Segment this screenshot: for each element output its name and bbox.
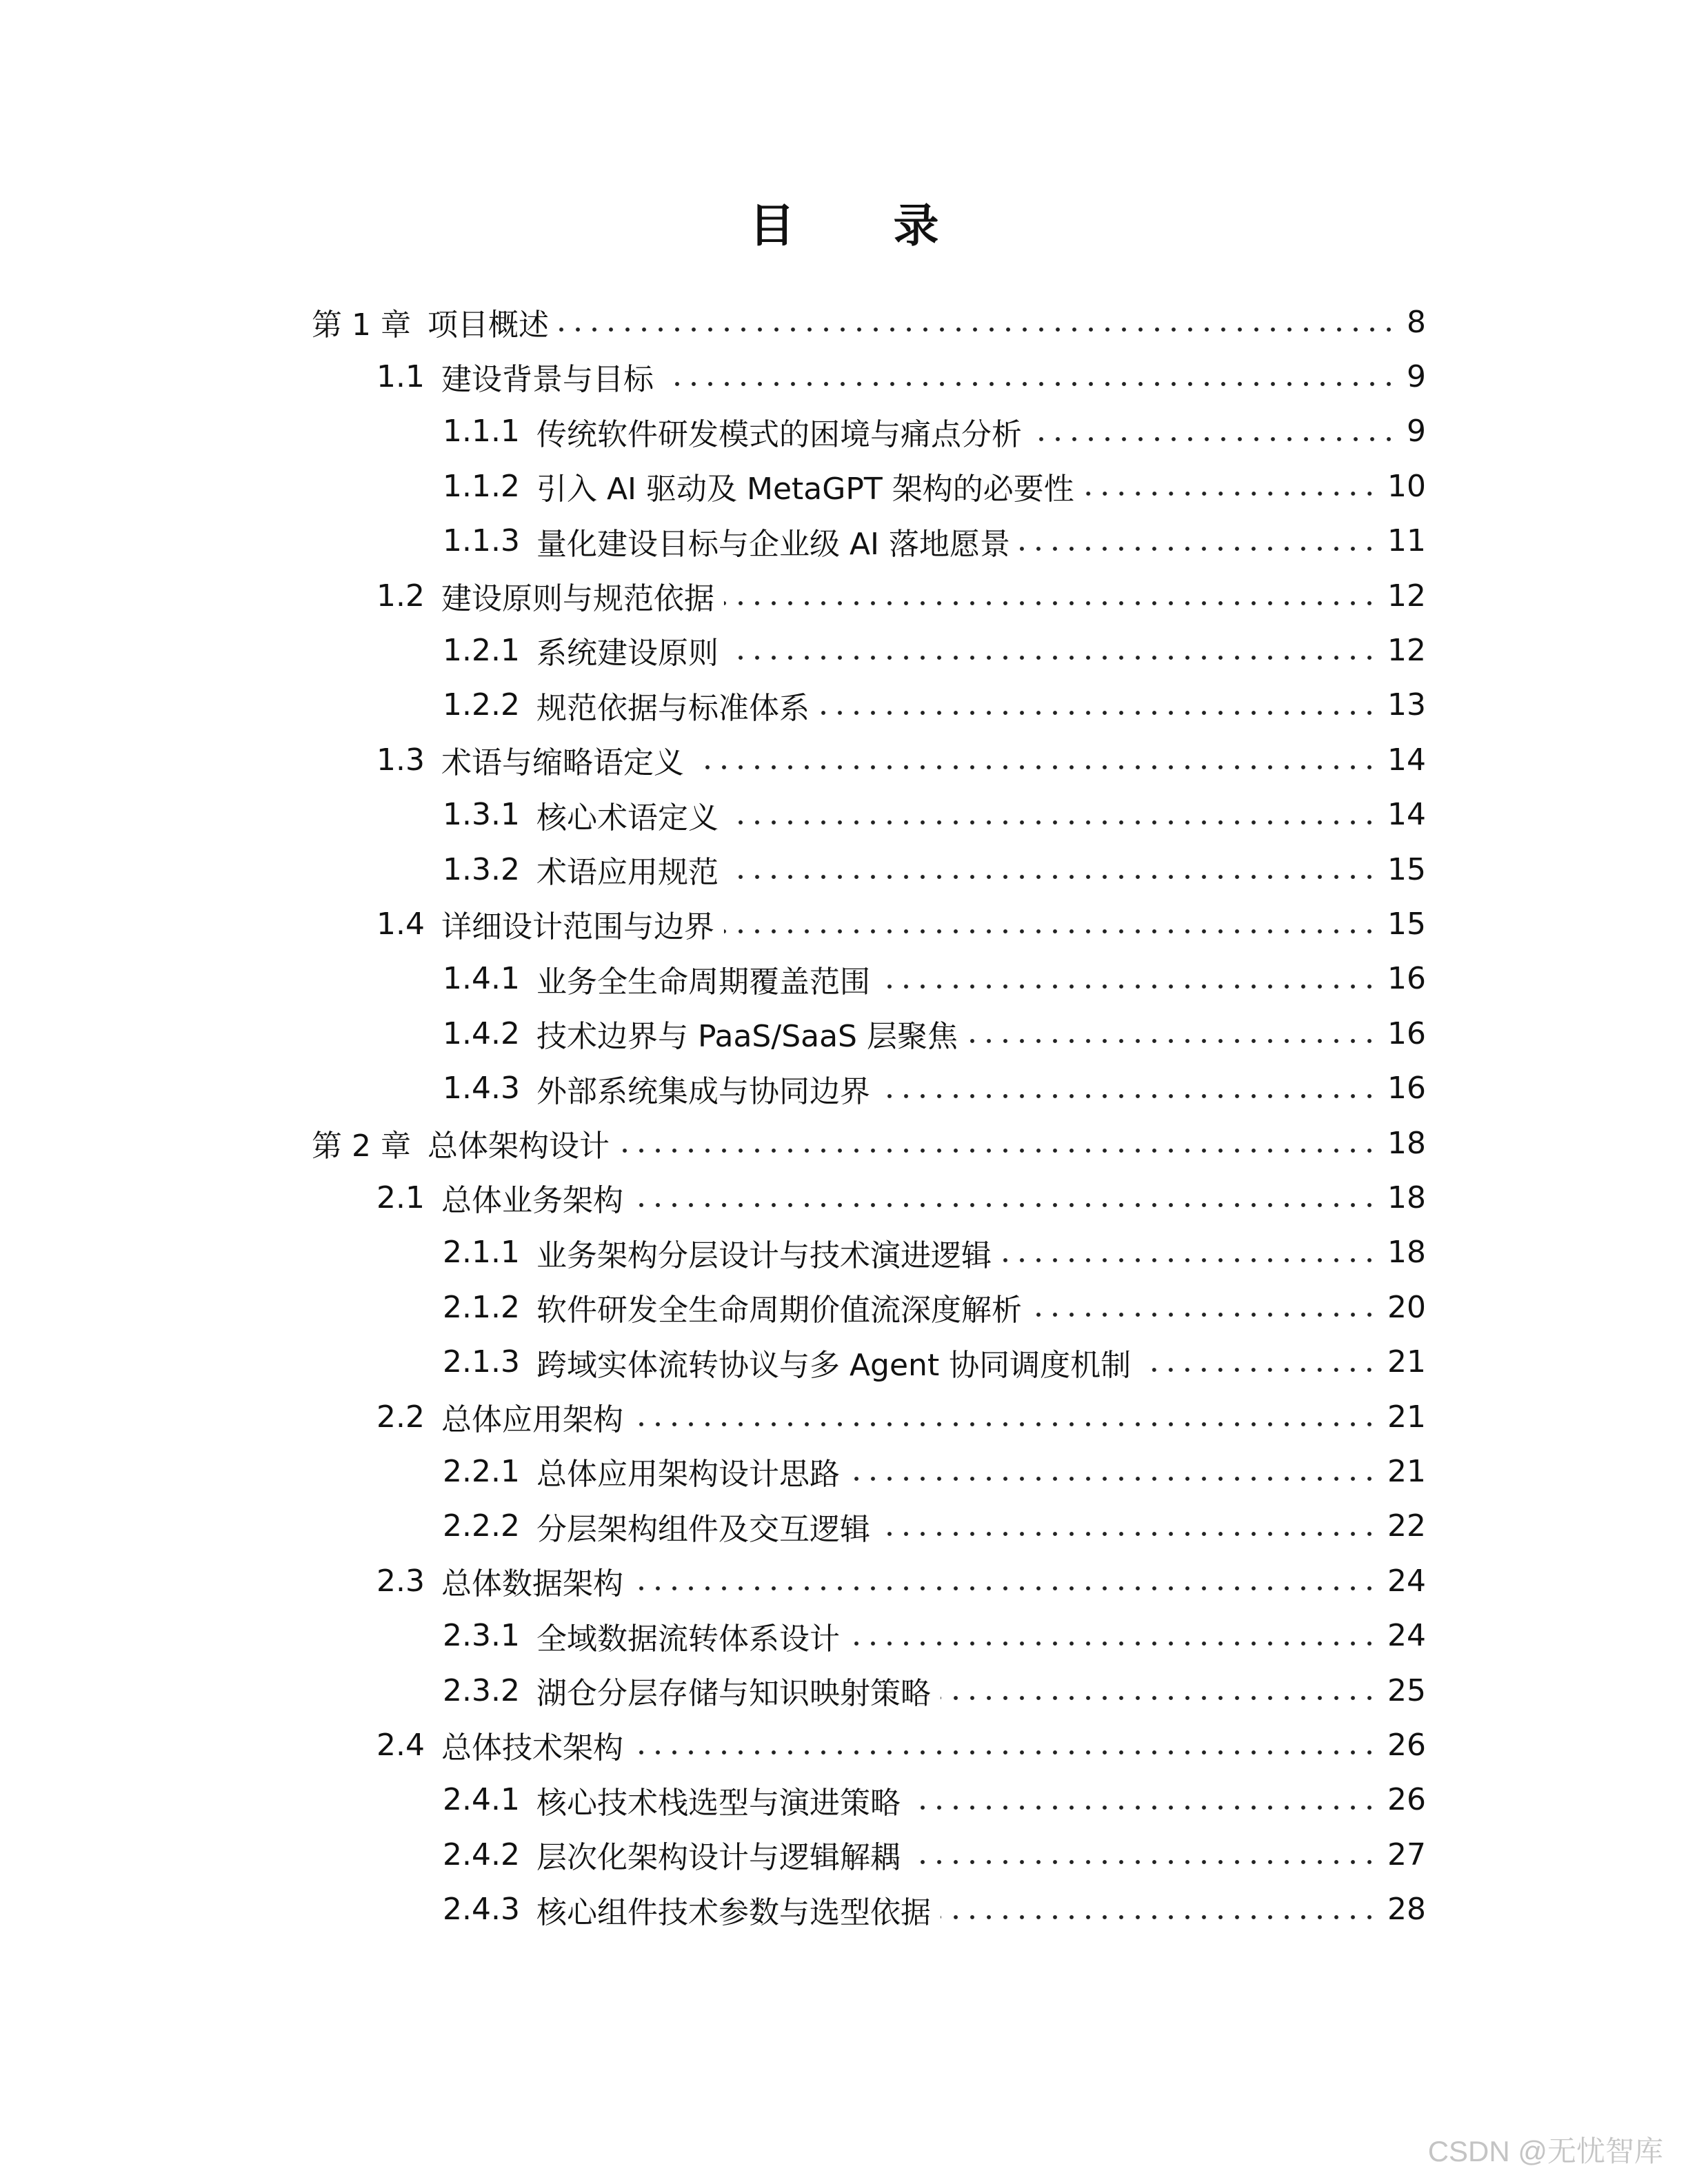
toc-dot-leader <box>910 1859 1378 1865</box>
toc-entry-title: 术语与缩略语定义 <box>441 745 684 781</box>
toc-entry[interactable] <box>443 842 1426 897</box>
toc-entry-page-number: 21 <box>1387 1344 1426 1380</box>
toc-entry-number: 1.1.3 <box>443 523 520 559</box>
toc-dot-leader <box>967 1038 1378 1044</box>
toc-dot-leader <box>559 327 1397 332</box>
toc-entry-title: 引入 AI 驱动及 MetaGPT 架构的必要性 <box>536 472 1074 507</box>
toc-entry-page-number: 21 <box>1387 1453 1426 1489</box>
toc-entry[interactable] <box>443 1335 1426 1390</box>
toc-entry-page-number: 16 <box>1387 1071 1426 1106</box>
toc-entry[interactable] <box>443 1280 1426 1335</box>
toc-entry-page-number: 28 <box>1387 1892 1426 1928</box>
toc-entry-number: 1.4.2 <box>443 1015 520 1051</box>
toc-entry-title: 总体业务架构 <box>441 1183 623 1219</box>
toc-entry[interactable] <box>376 1170 1426 1225</box>
toc-entry-title: 业务全生命周期覆盖范围 <box>536 964 870 1000</box>
toc-entry-title: 层次化架构设计与逻辑解耦 <box>536 1840 901 1876</box>
toc-entry-page-number: 8 <box>1407 304 1426 340</box>
toc-entry-page-number: 9 <box>1407 358 1426 394</box>
toc-entry-number: 2.2.2 <box>443 1508 520 1544</box>
toc-entry-page-number: 26 <box>1387 1782 1426 1818</box>
toc-entry-title: 建设背景与目标 <box>441 362 654 398</box>
toc-entry-title: 总体架构设计 <box>427 1129 610 1164</box>
toc-entry-page-number: 13 <box>1387 687 1426 723</box>
toc-entry-page-number: 25 <box>1387 1672 1426 1708</box>
toc-entry-page-number: 24 <box>1387 1618 1426 1654</box>
toc-dot-leader <box>694 765 1378 770</box>
toc-entry-number: 1.4.3 <box>443 1071 520 1106</box>
toc-entry-title: 量化建设目标与企业级 AI 落地愿景 <box>536 526 1011 562</box>
toc-dot-leader <box>633 1750 1378 1755</box>
toc-entry-number: 2.4 <box>376 1727 425 1763</box>
toc-entry[interactable] <box>443 951 1426 1007</box>
toc-entry-number: 第 2 章 <box>312 1129 411 1164</box>
toc-entry-page-number: 27 <box>1387 1837 1426 1872</box>
toc-entry-number: 2.4.2 <box>443 1837 520 1872</box>
toc-entry-title: 项目概述 <box>427 307 549 343</box>
toc-entry[interactable] <box>443 1608 1426 1664</box>
toc-dot-leader <box>728 655 1378 660</box>
toc-entry-number: 1.3.1 <box>443 797 520 833</box>
toc-entry[interactable] <box>312 1115 1426 1171</box>
toc-dot-leader <box>850 1641 1378 1646</box>
toc-entry-title: 总体应用架构 <box>441 1402 623 1437</box>
toc-entry-number: 2.3.2 <box>443 1672 520 1708</box>
toc-dot-leader <box>850 1476 1378 1482</box>
toc-entry-number: 2.4.3 <box>443 1892 520 1928</box>
toc-entry-number: 2.3.1 <box>443 1618 520 1654</box>
toc-entry[interactable] <box>443 458 1426 514</box>
toc-entry-title: 总体数据架构 <box>441 1566 623 1602</box>
toc-entry-title: 术语应用规范 <box>536 855 719 890</box>
toc-entry-number: 1.2.1 <box>443 632 520 668</box>
toc-entry[interactable] <box>376 896 1426 951</box>
toc-dot-leader <box>619 1148 1378 1153</box>
toc-dot-leader <box>819 710 1378 716</box>
toc-entry-title: 技术边界与 PaaS/SaaS 层聚焦 <box>536 1019 958 1055</box>
toc-entry-number: 1.1.2 <box>443 468 520 504</box>
toc-dot-leader <box>1141 1367 1378 1373</box>
toc-dot-leader <box>728 874 1378 880</box>
toc-dot-leader <box>663 381 1397 387</box>
toc-entry[interactable] <box>443 1882 1426 1937</box>
toc-entry-number: 2.1 <box>376 1180 425 1215</box>
toc-entry[interactable] <box>376 1389 1426 1444</box>
toc-entry-title: 总体技术架构 <box>441 1730 623 1766</box>
watermark: CSDN @无忧智库 <box>1427 2135 1663 2167</box>
toc-entry-page-number: 14 <box>1387 742 1426 778</box>
toc-entry-page-number: 22 <box>1387 1508 1426 1544</box>
toc-entry-number: 1.3 <box>376 742 425 778</box>
toc-entry-number: 2.2.1 <box>443 1453 520 1489</box>
toc-entry[interactable] <box>443 1006 1426 1061</box>
toc-entry-title: 总体应用架构设计思路 <box>536 1457 840 1493</box>
toc-dot-leader <box>724 929 1378 934</box>
toc-entry[interactable] <box>376 1553 1426 1608</box>
toc-entry-number: 1.1.1 <box>443 414 520 449</box>
toc-dot-leader <box>880 1531 1378 1537</box>
toc-dot-leader <box>1001 1257 1378 1263</box>
toc-dot-leader <box>1020 546 1378 552</box>
toc-entry[interactable] <box>443 1225 1426 1280</box>
toc-dot-leader <box>1084 491 1378 496</box>
toc-entry-page-number: 9 <box>1407 414 1426 449</box>
toc-entry[interactable] <box>443 1444 1426 1499</box>
toc-entry-page-number: 14 <box>1387 797 1426 833</box>
toc-entry-page-number: 16 <box>1387 1015 1426 1051</box>
toc-entry-number: 1.4.1 <box>443 961 520 997</box>
toc-dot-leader <box>1032 436 1397 442</box>
toc-entry-number: 1.2 <box>376 578 425 614</box>
toc-entry[interactable] <box>443 404 1426 459</box>
toc-entry[interactable] <box>376 732 1426 787</box>
toc-entry-page-number: 24 <box>1387 1563 1426 1599</box>
toc-entry[interactable] <box>443 1663 1426 1718</box>
toc-entry-page-number: 16 <box>1387 961 1426 997</box>
toc-entry-page-number: 20 <box>1387 1289 1426 1325</box>
toc-entry-title: 规范依据与标准体系 <box>536 690 810 726</box>
toc-entry-title: 业务架构分层设计与技术演进逻辑 <box>536 1237 992 1273</box>
toc-entry-number: 1.2.2 <box>443 687 520 723</box>
toc-entry-page-number: 10 <box>1387 468 1426 504</box>
toc-dot-leader <box>724 600 1378 606</box>
toc-entry-title: 核心术语定义 <box>536 800 719 836</box>
toc-entry[interactable] <box>443 1772 1426 1828</box>
toc-entry-number: 1.1 <box>376 358 425 394</box>
toc-entry-page-number: 11 <box>1387 523 1426 559</box>
toc-title: 目 录 <box>749 199 981 252</box>
toc-entry-page-number: 26 <box>1387 1727 1426 1763</box>
toc-dot-leader <box>633 1422 1378 1427</box>
toc-dot-leader <box>941 1914 1378 1920</box>
toc-entry[interactable] <box>443 787 1426 842</box>
toc-entry-page-number: 18 <box>1387 1180 1426 1215</box>
toc-entry[interactable] <box>443 1827 1426 1882</box>
toc-entry-page-number: 12 <box>1387 578 1426 614</box>
toc-entry-number: 2.1.1 <box>443 1235 520 1271</box>
toc-dot-leader <box>633 1586 1378 1591</box>
toc-entry[interactable] <box>443 1061 1426 1116</box>
toc-entry-number: 2.1.3 <box>443 1344 520 1380</box>
toc-entry-number: 2.2 <box>376 1399 425 1435</box>
toc-dot-leader <box>880 1093 1378 1099</box>
toc-entry-number: 2.3 <box>376 1563 425 1599</box>
toc-entry-title: 系统建设原则 <box>536 636 719 671</box>
toc-entry-page-number: 15 <box>1387 906 1426 942</box>
toc-entry-title: 湖仓分层存储与知识映射策略 <box>536 1676 931 1711</box>
toc-dot-leader <box>728 820 1378 825</box>
toc-dot-leader <box>880 984 1378 989</box>
toc-entry-title: 软件研发全生命周期价值流深度解析 <box>536 1293 1022 1328</box>
toc-entry-title: 跨域实体流转协议与多 Agent 协同调度机制 <box>536 1347 1132 1383</box>
toc-entry[interactable] <box>443 514 1426 569</box>
toc-entry[interactable] <box>376 568 1426 623</box>
toc-entry[interactable] <box>443 678 1426 733</box>
toc-entry-title: 建设原则与规范依据 <box>441 581 714 616</box>
toc-entry-page-number: 15 <box>1387 851 1426 887</box>
toc-entry-title: 全域数据流转体系设计 <box>536 1621 840 1657</box>
toc-entry-number: 1.4 <box>376 906 425 942</box>
toc-entry-title: 核心组件技术参数与选型依据 <box>536 1894 931 1930</box>
toc-entry-title: 传统软件研发模式的困境与痛点分析 <box>536 416 1022 452</box>
toc-entry-page-number: 21 <box>1387 1399 1426 1435</box>
toc-entry-number: 1.3.2 <box>443 851 520 887</box>
toc-dot-leader <box>941 1695 1378 1701</box>
toc-entry-page-number: 12 <box>1387 632 1426 668</box>
toc-entry-number: 2.1.2 <box>443 1289 520 1325</box>
toc-entry-page-number: 18 <box>1387 1125 1426 1161</box>
toc-entry[interactable] <box>376 349 1426 404</box>
toc-entry[interactable] <box>312 294 1426 350</box>
toc-entry-title: 核心技术栈选型与演进策略 <box>536 1785 901 1821</box>
toc-entry-title: 外部系统集成与协同边界 <box>536 1073 870 1109</box>
toc-entry-number: 第 1 章 <box>312 307 411 343</box>
toc-dot-leader <box>633 1202 1378 1208</box>
toc-entry[interactable] <box>376 1717 1426 1772</box>
toc-entry[interactable] <box>443 623 1426 678</box>
toc-entry[interactable] <box>443 1499 1426 1554</box>
toc-entry-page-number: 18 <box>1387 1235 1426 1271</box>
toc-dot-leader <box>910 1805 1378 1810</box>
toc-entry-number: 2.4.1 <box>443 1782 520 1818</box>
toc-entry-title: 分层架构组件及交互逻辑 <box>536 1511 870 1547</box>
toc-dot-leader <box>1032 1312 1378 1317</box>
toc-entry-title: 详细设计范围与边界 <box>441 909 714 945</box>
